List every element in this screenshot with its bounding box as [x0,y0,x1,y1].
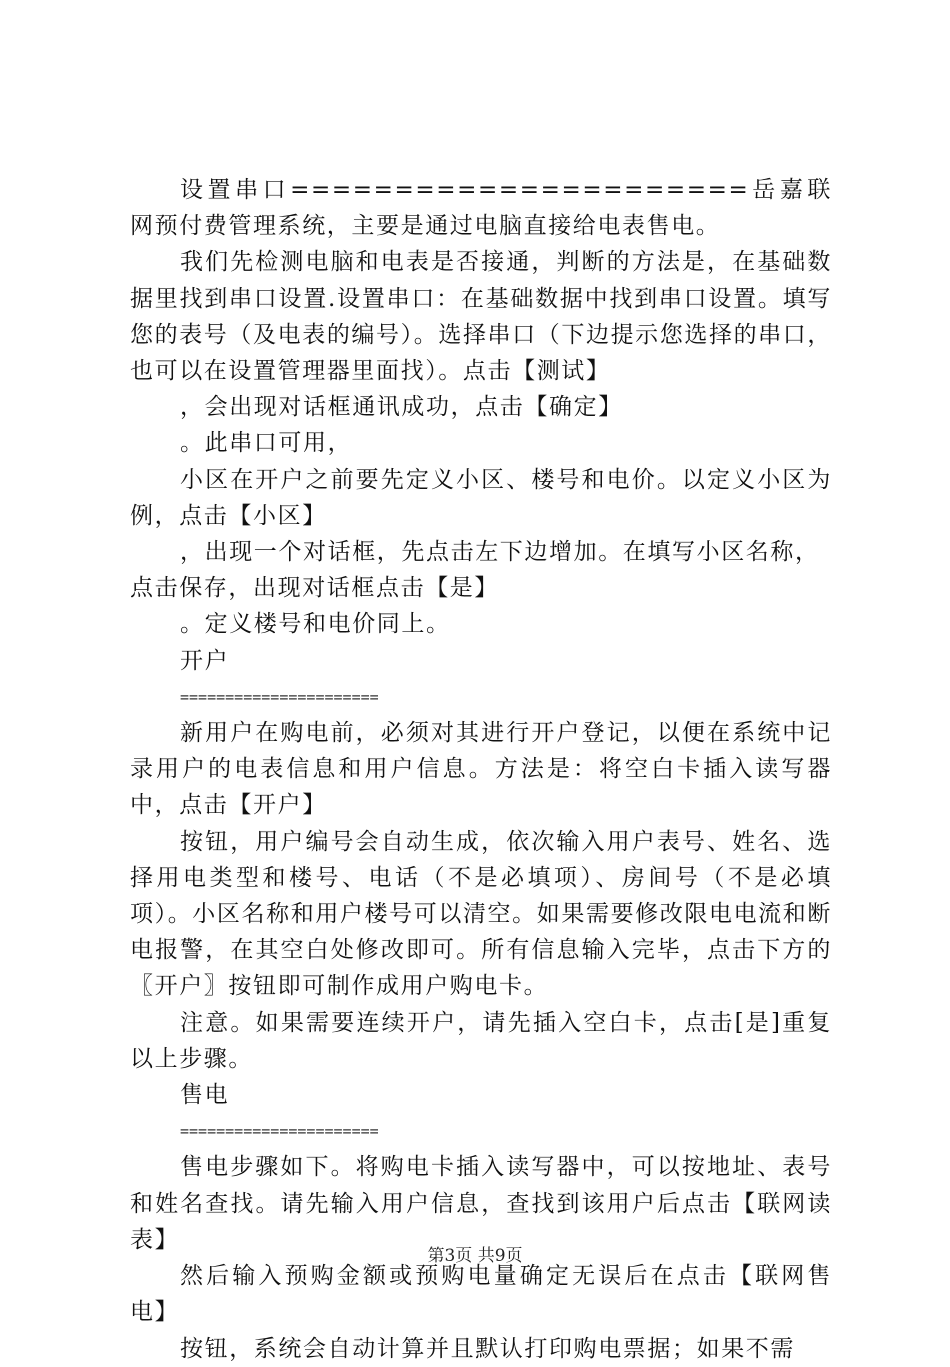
paragraph-serial-port-intro: 设置串口======================岳嘉联网预付费管理系统，主要是通过电脑直接给电表售电。 [130,177,832,240]
paragraph-open-account-steps: 按钮，用户编号会自动生成，依次输入用户表号、姓名、选择用电类型和楼号、电话（不是必填项）、房间号（不是必填项）。小区名称和用户楼号可以清空。如果需要修改限电电流和断电报警，在其空白处修改即可。所有信息输入完毕，点击下方的〖开户〗按钮即可制作成用户购电卡。 [130,828,832,1000]
separator-line: ====================== [180,1122,379,1141]
paragraph-sell-steps: 售电步骤如下。将购电卡插入读写器中，可以按地址、表号和姓名查找。请先输入用户信息，查找到该用户后点击【联网读表】 [130,1154,832,1253]
separator-line: ====================== [180,687,379,706]
document-body [130,172,832,1367]
paragraph-enter-amount: 然后输入预购金额或预购电量确定无误后在点击【联网售电】 [130,1263,832,1326]
paragraph-port-available: 。此串口可用， [180,430,353,457]
paragraph-new-user: 新用户在购电前，必须对其进行开户登记，以便在系统中记录用户的电表信息和用户信息。方法是：将空白卡插入读写器中，点击【开户】 [130,720,832,819]
paragraph-define-building: 。定义楼号和电价同上。 [180,611,451,638]
page-footer: 第3页 共9页 [427,1246,523,1266]
section-heading-open-account: 开户 [180,647,230,674]
paragraph-auto-calc: 按钮，系统会自动计算并且默认打印购电票据；如果不需 [180,1335,795,1362]
paragraph-check-connection: 我们先检测电脑和电表是否接通，判断的方法是，在基础数据里找到串口设置.设置串口：在基础数据中找到串口设置。填写您的表号（及电表的编号）。选择串口（下边提示您选择的串口，也可以在设置管理器里面找）。点击【测试】 [130,249,832,385]
paragraph-note-repeat: 注意。如果需要连续开户，请先插入空白卡，点击[是]重复以上步骤。 [130,1009,832,1072]
paragraph-dialog-add: ，出现一个对话框，先点击左下边增加。在填写小区名称，点击保存，出现对话框点击【是】 [130,539,820,602]
paragraph-dialog-success: ，会出现对话框通讯成功，点击【确定】 [180,394,623,421]
paragraph-define-community: 小区在开户之前要先定义小区、楼号和电价。以定义小区为例，点击【小区】 [130,466,832,529]
section-heading-sell-electricity: 售电 [180,1082,230,1109]
